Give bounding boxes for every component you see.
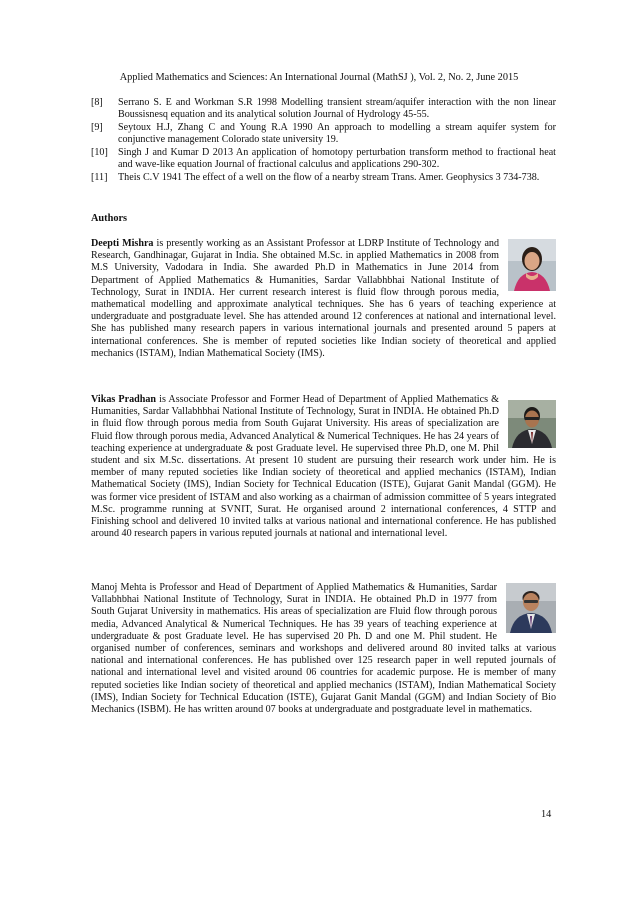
author-name: Deepti Mishra [91, 238, 154, 249]
author-bio-text: is Associate Professor and Former Head of Department of Applied Mathematics & Humanities, Sardar Vallabhbhai National Institute of Technology, Surat in INDIA. He obtained Ph.D in fluid flow through porous media from South Gujarat University. His areas of specialization are Fluid flow through porous media, Advanced Analytical & Numerical Techniques. He has 24 years of teaching experience at undergraduate & post Graduate level. He supervised three Ph.D, one M. Phil student and six M.Sc. dissertations. At present 10 student are pursuing their research work under him. He is member of many reputed societies like Indian society of theoretical and applied mechanics (ISTAM), Indian Mathematical Society (IMS), Indian Society for Technical Education (ISTE), Gujarat Ganit Mandal (GGM). He was former vice president of ISTAM and also working as a chairman of admission committee of 5 years integrated M.Sc. programme running at SVNIT, Surat. He organised around 2 international conferences, 4 STTP and Finishing school and delivered 10 invited talks at various national and international conference. He has published around 40 research papers in various reputed journals at national and international level. [91, 394, 556, 540]
author-bio-2 [91, 394, 556, 540]
author-bio-3 [91, 582, 556, 716]
author-bio-1 [91, 238, 556, 360]
reference-number: [8] [91, 97, 103, 108]
author-photo-1 [508, 239, 556, 291]
reference-item [91, 122, 556, 147]
reference-number: [11] [91, 172, 108, 184]
page-number: 14 [541, 809, 552, 820]
reference-text: Serrano S. E and Workman S.R 1998 Modelling transient stream/aquifer interaction with the non linear Boussisnesq equation and its analytical solution Journal of Hydrology 45-55. [118, 97, 556, 121]
reference-text: Seytoux H.J, Zhang C and Young R.A 1990 An approach to modelling a stream aquifer system for conjunctive management Colorado state university 19. [118, 122, 556, 146]
author-bio-text: is presently working as an Assistant Professor at LDRP Institute of Technology and Research, Gandhinagar, Gujarat in India. She obtained M.Sc. in applied Mathematics in 2008 from M.S University, Vadodara in India. She awarded Ph.D in Mathematics in June 2014 from Department of Applied Mathematics & Humanities, Sardar Vallabhbhai National Institute of Technology, Surat in INDIA. Her current research interest is fluid flow through porous media, mathematical modelling and approximate analytical techniques. She has 6 years of teaching experience at undergraduate and postgraduate level. She has attended around 12 conferences at national and international level. She has published many research papers in various international journals and presented around 5 papers at international conferences. She is member of reputed societies like Indian society of theoretical and applied mechanics (ISTAM), Indian Mathematical Society (IMS). [91, 238, 556, 359]
author-photo-2 [508, 400, 556, 448]
reference-text: Theis C.V 1941 The effect of a well on the flow of a nearby stream Trans. Amer. Geophysics 3 734-738. [118, 172, 540, 184]
author-name: Vikas Pradhan [91, 394, 157, 405]
authors-heading: Authors [91, 213, 128, 224]
reference-number: [10] [91, 147, 108, 159]
author-portrait-image [506, 583, 556, 633]
reference-list [91, 97, 556, 185]
author-portrait-image [508, 239, 556, 291]
reference-text: Singh J and Kumar D 2013 An application of homotopy perturbation transform method to fractional heat and wave-like equation Journal of fractional calculus and applications 290-302. [118, 147, 556, 171]
running-header: Applied Mathematics and Sciences: An International Journal (MathSJ ), Vol. 2, No. 2, June 2015 [119, 72, 519, 83]
reference-number: [9] [91, 122, 103, 134]
author-portrait-image [508, 400, 556, 448]
author-photo-3 [506, 583, 556, 633]
reference-item [91, 172, 556, 184]
reference-item [91, 147, 556, 172]
reference-item [91, 97, 556, 122]
author-bio-text: Manoj Mehta is Professor and Head of Department of Applied Mathematics & Humanities, Sardar Vallabhbhai National Institute of Technology, Surat in INDIA. He obtained Ph.D in 1977 from South Gujarat University in mathematics. His areas of specialization are Fluid flow through porous media, Advanced Analytical & Numerical Techniques. He has 39 years of teaching experience at undergraduate & post Graduate level. He has supervised 20 Ph. D and one M. Phil student. He organised number of conferences, seminars and workshops and delivered around 80 invited talks at various national and international conferences. He has published over 125 research paper in well reputed journals of national and international level and visited around 06 countries for academic purpose. He is member of many reputed societies like Indian society of theoretical and applied mechanics (ISTAM), Indian Mathematical Society (IMS), Indian Society for Technical Education (ISTE), Gujarat Ganit Mandal (GGM) and Indian Society of Bio Mechanics (ISBM). He has written around 07 books at undergraduate and postgraduate level in mathematics. [91, 582, 556, 716]
